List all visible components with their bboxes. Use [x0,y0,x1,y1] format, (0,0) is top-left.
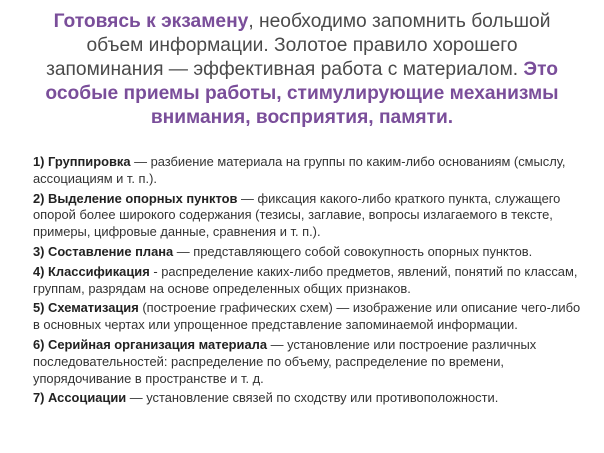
item-text: — разбиение материала на группы по каким-либо основаниям (смыслу, ассоциациям и т. п.). [33,154,566,186]
item-term: 7) Ассоциации [33,390,127,406]
item-term: 1) Группировка [33,154,131,169]
list-item [33,337,581,387]
item-text: — установление или построение различных последовательностей: распределение по объему, распределение по времени, упорядочивание в пространстве и т. д. [33,336,537,386]
heading-body: , необходимо запомнить большой объем информации. Золотое правило хорошего запоминания — эффективная работа с материалом. [46,11,551,80]
list-item [33,390,581,407]
item-text: — установление связей по сходству или противоположности. [126,390,499,406]
item-text: (построение графических схем) — изображение или описание чего-либо в основных чертах или упрощенное представление запоминаемой информации. [33,300,581,333]
item-term: 4) Классификация [33,263,150,279]
item-term: 6) Серийная организация материала [33,336,268,352]
list-item [33,300,581,334]
list-item [33,244,581,261]
list-item [33,154,581,188]
techniques-list [33,154,581,410]
item-term: 3) Составление плана [33,243,174,259]
slide-heading [40,10,564,130]
item-text: — фиксация какого-либо краткого пункта, служащего опорой более широкого содержания (тезисы, заглавие, вопросы излагаемого в тексте, примеры, цифровые данные, сравнения и т. п.). [33,190,561,240]
item-text: — представляющего собой совокупность опорных пунктов. [173,243,533,259]
heading-highlight-start: Готовясь к экзамену [53,11,249,32]
item-term: 2) Выделение опорных пунктов [33,190,238,206]
list-item [33,264,581,298]
item-text: - распределение каких-либо предметов, явлений, понятий по классам, группам, разрядам на основе определенных общих признаков. [33,263,578,296]
list-item [33,191,581,241]
heading-highlight-end: Это особые приемы работы, стимулирующие механизмы внимания, восприятия, памяти. [45,59,559,128]
item-term: 5) Схематизация [33,300,139,316]
